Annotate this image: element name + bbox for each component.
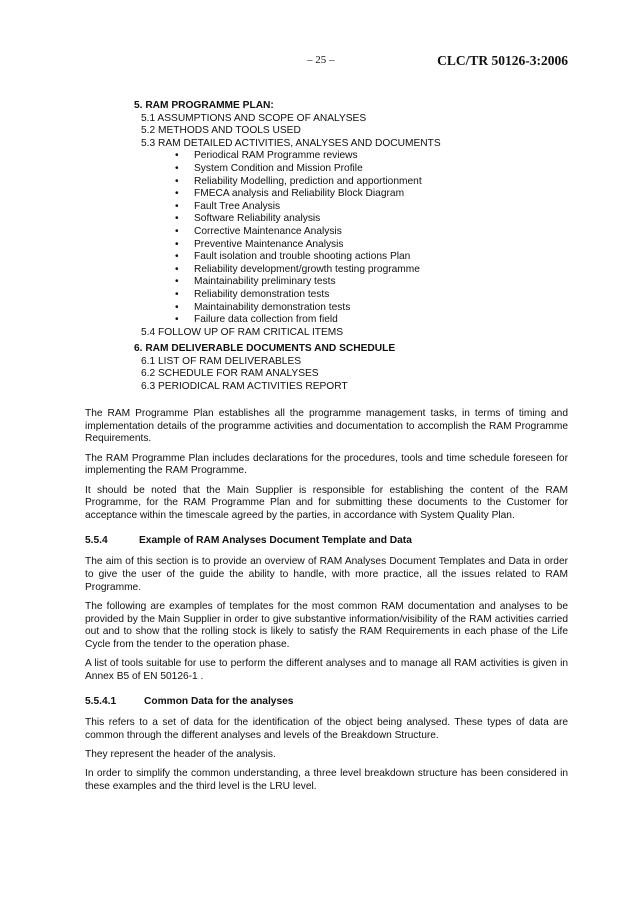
paragraph: The following are examples of templates for the most common RAM documentation and analyses to be provided by the Main Supplier in order to give substantive information/visibility of the RAM activities carried out and to show that the rolling stock is likely to satisfy the RAM Requirements in each phase of the Life Cycle from the tender to the operation phase.	[85, 600, 568, 651]
bullet-item: • Maintainability demonstration tests	[175, 301, 351, 313]
paragraph: It should be noted that the Main Supplier is responsible for establishing the content of the RAM Programme, for the RAM Programme Plan and for submitting these documents to the Customer for acceptance within the timescale agreed by the parties, in accordance with System Quality Plan.	[85, 484, 568, 521]
bullet-item: • Software Reliability analysis	[175, 213, 321, 225]
section-title: Common Data for the analyses	[144, 695, 294, 707]
bullet-item: • Reliability demonstration tests	[175, 288, 330, 300]
section-heading-5-5-4	[85, 535, 568, 548]
document-reference: CLC/TR 50126-3:2006	[437, 53, 568, 68]
bullet-item: • Periodical RAM Programme reviews	[175, 150, 358, 162]
outline-item: 6.2 SCHEDULE FOR RAM ANALYSES	[141, 368, 319, 380]
bullet-item: • Failure data collection from field	[175, 314, 338, 326]
bullet-icon: •	[175, 188, 179, 200]
bullet-item: • Reliability Modelling, prediction and apportionment	[175, 175, 422, 187]
body-text	[85, 408, 568, 800]
bullet-icon: •	[175, 225, 179, 237]
bullet-icon: •	[175, 276, 179, 288]
paragraph: The RAM Programme Plan establishes all the programme management tasks, in terms of timing and implementation details of the programme activities and documentation to accomplish the RAM Programme Requirements.	[85, 408, 568, 445]
bullet-icon: •	[175, 251, 179, 263]
bullet-icon: •	[175, 150, 179, 162]
bullet-item: • Preventive Maintenance Analysis	[175, 238, 344, 250]
outline-item: 6.3 PERIODICAL RAM ACTIVITIES REPORT	[141, 381, 348, 393]
outline-item: 6.1 LIST OF RAM DELIVERABLES	[141, 355, 302, 367]
section-number: 5.5.4	[85, 534, 108, 546]
paragraph: A list of tools suitable for use to perform the different analyses and to manage all RAM activities is given in Annex B5 of EN 50126-1 .	[85, 658, 568, 682]
bullet-item: • Maintainability preliminary tests	[175, 276, 336, 288]
bullet-item: • Fault isolation and trouble shooting actions Plan	[175, 251, 411, 263]
paragraph: The aim of this section is to provide an overview of RAM Analyses Document Templates and Data in order to give the user of the guide the ability to handle, with more practice, all the issues related to RAM Programme.	[85, 556, 568, 593]
plan-outline	[0, 100, 638, 394]
bullet-item: • Corrective Maintenance Analysis	[175, 225, 342, 237]
section-title: Example of RAM Analyses Document Template and Data	[139, 534, 412, 546]
paragraph: They represent the header of the analysis.	[85, 749, 276, 761]
bullet-icon: •	[175, 175, 179, 187]
outline-section-5-title: 5. RAM PROGRAMME PLAN:	[134, 100, 274, 111]
paragraph: This refers to a set of data for the identification of the object being analysed. These types of data are common through the different analyses and levels of the Breakdown Structure.	[85, 717, 568, 742]
activities-bullet-list	[0, 150, 638, 326]
section-heading-5-5-4-1	[85, 696, 568, 709]
outline-item: 5.4 FOLLOW UP OF RAM CRITICAL ITEMS	[141, 326, 344, 338]
outline-item: 5.1 ASSUMPTIONS AND SCOPE OF ANALYSES	[141, 112, 367, 124]
bullet-item: • System Condition and Mission Profile	[175, 162, 363, 174]
bullet-icon: •	[175, 314, 179, 326]
section-number: 5.5.4.1	[85, 695, 117, 707]
bullet-item: • Reliability development/growth testing programme	[175, 263, 420, 275]
bullet-icon: •	[175, 301, 179, 313]
bullet-icon: •	[175, 162, 179, 174]
bullet-item: • Fault Tree Analysis	[175, 200, 281, 212]
outline-section-6-title: 6. RAM DELIVERABLE DOCUMENTS AND SCHEDULE	[134, 343, 396, 355]
bullet-item: • FMECA analysis and Reliability Block Diagram	[175, 188, 405, 200]
page-number: – 25 –	[307, 54, 335, 66]
bullet-icon: •	[175, 200, 179, 212]
bullet-icon: •	[175, 238, 179, 250]
bullet-icon: •	[175, 288, 179, 300]
bullet-icon: •	[175, 213, 179, 225]
page-header	[0, 54, 638, 74]
outline-item: 5.3 RAM DETAILED ACTIVITIES, ANALYSES AND DOCUMENTS	[141, 137, 441, 149]
paragraph: In order to simplify the common understanding, a three level breakdown structure has been considered in these examples and the third level is the LRU level.	[85, 768, 568, 793]
paragraph: The RAM Programme Plan includes declarations for the procedures, tools and time schedule foreseen for implementing the RAM Programme.	[85, 452, 568, 477]
bullet-icon: •	[175, 263, 179, 275]
outline-item: 5.2 METHODS AND TOOLS USED	[141, 125, 301, 137]
